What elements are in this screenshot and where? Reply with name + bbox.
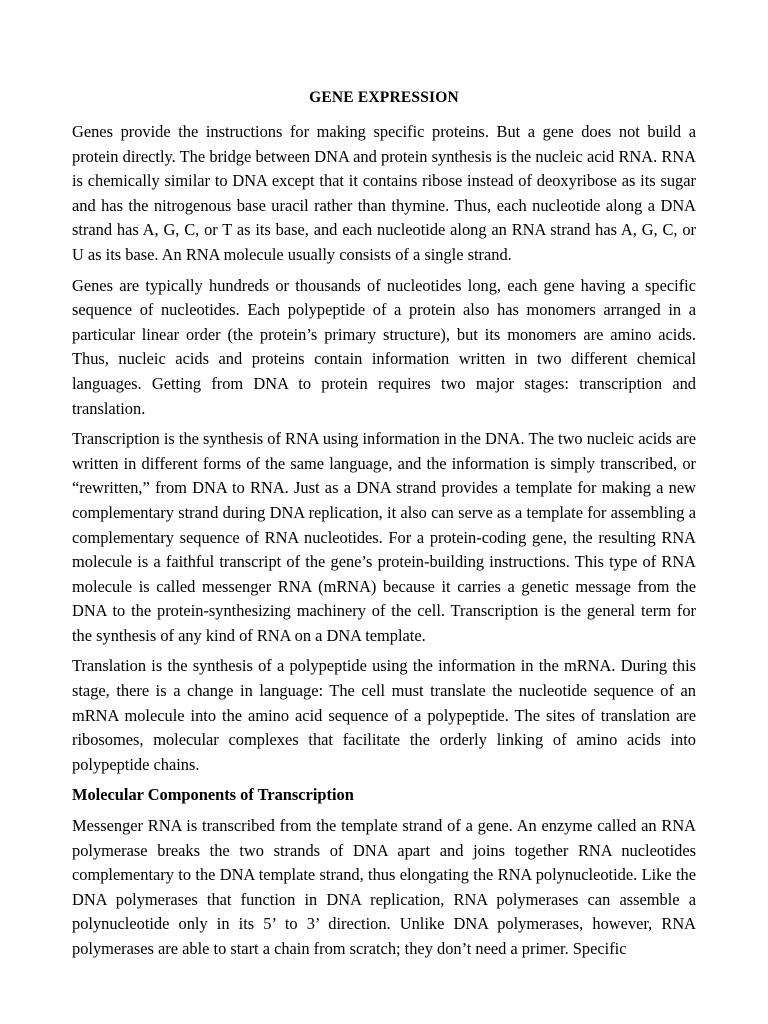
paragraph-intro-rna: Genes provide the instructions for making specific proteins. But a gene does not build a protein directly. The bridge between DNA and protein synthesis is the nucleic acid RNA. RNA is chemically similar to DNA except that it contains ribose instead of deoxyribose as its sugar and has the nitrogenous base uracil rather than thymine. Thus, each nucleotide along a DNA strand has A, G, C, or T as its base, and each nucleotide along an RNA strand has A, G, C, or U as its base. An RNA molecule usually consists of a single strand. (72, 122, 696, 264)
section-heading-molecular-components: Molecular Components of Transcription (72, 785, 354, 805)
paragraph-gene-length: Genes are typically hundreds or thousands of nucleotides long, each gene having a specific sequence of nucleotides. Each polypeptide of a protein also has monomers arranged in a particular linear order (the protein’s primary structure), but its monomers are amino acids. Thus, nucleic acids and proteins contain information written in two different chemical languages. Getting from DNA to protein requires two major stages: transcription and translation. (72, 275, 696, 418)
paragraph-rna-polymerase: Messenger RNA is transcribed from the template strand of a gene. An enzyme called an RNA polymerase breaks the two strands of DNA apart and joins together RNA nucleotides complementary to the DNA template strand, thus elongating the RNA polynucleotide. Like the DNA polymerases that function in DNA replication, RNA polymerases can assemble a polynucleotide only in its 5’ to 3’ direction. Unlike DNA polymerases, however, RNA polymerases are able to start a chain from scratch; they don’t need a primer. Specific (72, 816, 696, 958)
paragraph-translation: Translation is the synthesis of a polypeptide using the information in the mRNA. During this stage, there is a change in language: The cell must translate the nucleotide sequence of an mRNA molecule into the amino acid sequence of a polypeptide. The sites of translation are ribosomes, molecular complexes that facilitate the orderly linking of amino acids into polypeptide chains. (72, 656, 696, 774)
paragraph-transcription: Transcription is the synthesis of RNA using information in the DNA. The two nucleic acids are written in different forms of the same language, and the information is simply transcribed, or “rewritten,” from DNA to RNA. Just as a DNA strand provides a template for making a new complementary strand during DNA replication, it also can serve as a template for assembling a complementary sequence of RNA nucleotides. For a protein-coding gene, the resulting RNA molecule is a faithful transcript of the gene’s protein-building instructions. This type of RNA molecule is called messenger RNA (mRNA) because it carries a genetic message from the DNA to the protein-synthesizing machinery of the cell. Transcription is the general term for the synthesis of any kind of RNA on a DNA template. (72, 429, 696, 645)
page-title: GENE EXPRESSION (309, 89, 459, 106)
